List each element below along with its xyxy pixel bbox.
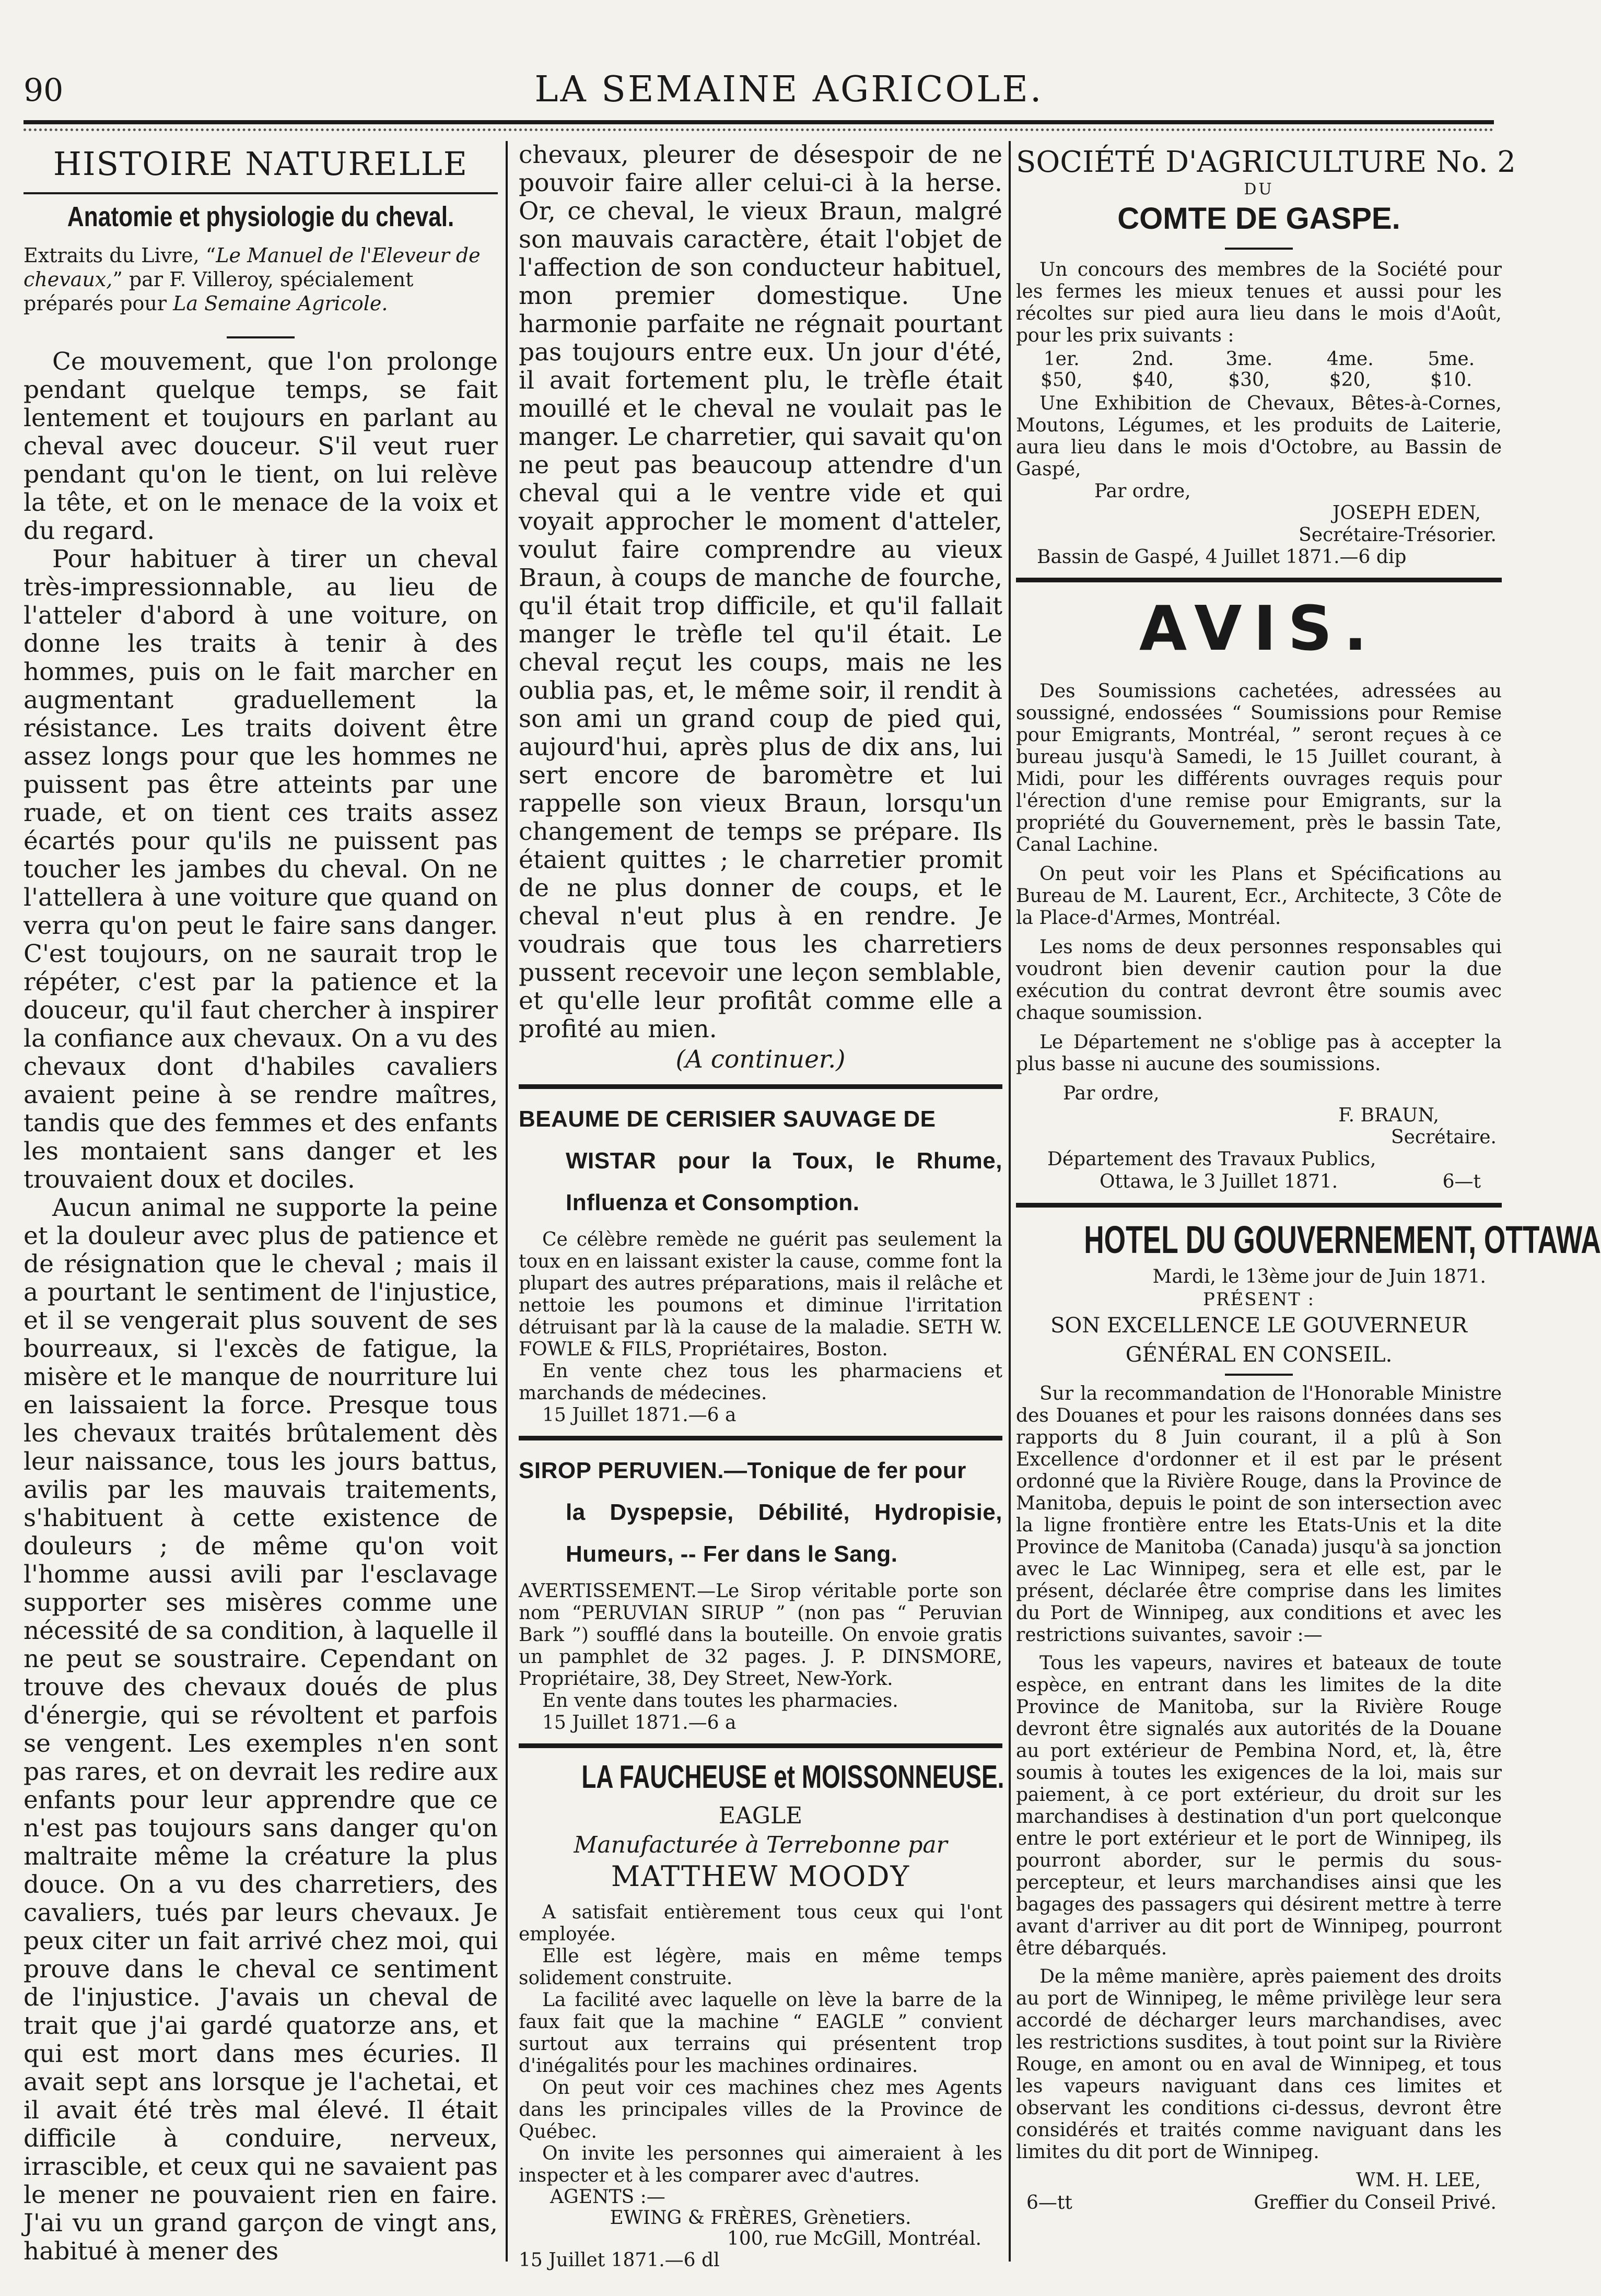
ad-body <box>519 1580 1002 1734</box>
notice-body <box>1016 259 1502 347</box>
avis-footer <box>1016 1170 1502 1193</box>
notice-divider <box>1016 578 1502 582</box>
column-2 <box>519 141 1002 2272</box>
ad-date: 15 Juillet 1871.—6 a <box>542 1712 737 1733</box>
ad-body <box>519 1229 1002 1426</box>
article-title: Anatomie et physiologie du cheval. <box>67 201 454 232</box>
ad-title: LA FAUCHEUSE et MOISSONNEUSE. <box>581 1759 1004 1795</box>
hotel-title: HOTEL DU GOUVERNEMENT, OTTAWA <box>1084 1218 1601 1261</box>
hotel-footer <box>1016 2192 1502 2215</box>
prize-amount: $50, <box>1041 369 1083 391</box>
prize-amount: $10. <box>1430 369 1473 391</box>
hotel-paragraph: Sur la recommandation de l'Honorable Ministre des Douanes et pour les raisons données dans ses rapports du 8 Juin courant, il a plû à Son Excellence d'ordonner et il est par le présent ordonné que la Rivière Rouge, dans la Province de Manitoba, depuis le point de son intersection avec la ligne frontière entre les Etats-Unis et la dite Province de Manitoba (Canada) jusqu'à sa jonction avec le Lac Winnipeg, sera et elle est, par le présent, déclarée être comprise dans les limites du Port de Winnipeg, aux conditions et avec les restrictions suivantes, savoir :— <box>1016 1383 1502 1646</box>
avis-title: AVIS. <box>1139 592 1379 664</box>
notice-order: Par ordre, <box>1094 481 1191 502</box>
column-divider-1 <box>506 141 508 2262</box>
article-body <box>24 348 498 2266</box>
ad-paragraph: On invite les personnes qui aimeraient à les inspecter et à les comparer avec d'autres. <box>519 2143 1002 2186</box>
hotel-paragraph: De la même manière, après paiement des droits au port de Winnipeg, le même privilège leur sera accordé de décharger leurs marchandises, avec les restrictions susdites, à tout point sur la Rivière Rouge, en amont ou en aval de Winnipeg, et tous les vapeurs naviguant dans ces limites et observant les conditions ci-dessus, devront être considérés et traités comme naviguant dans les limites du dit port de Winnipeg. <box>1016 1966 1502 2163</box>
prize-amount: $20, <box>1329 369 1371 391</box>
ad-heading-lead: SIROP PERUVIEN.—Tonique de fer pour <box>519 1458 966 1483</box>
avis-order: Par ordre, <box>1063 1083 1160 1104</box>
notice-paragraph: Une Exhibition de Chevaux, Bêtes-à-Cornes, Moutons, Légumes, et les produits de Laiterie, aura lieu dans le mois d'Octobre, au Bassin de Gaspé, <box>1016 393 1502 480</box>
prize-ranks-row <box>1016 349 1502 370</box>
prize-rank: 1er. <box>1043 348 1080 370</box>
prize-amounts-row <box>1016 370 1502 391</box>
ad-date: 15 Juillet 1871.—6 dl <box>519 2250 720 2271</box>
notice-title: SOCIÉTÉ D'AGRICULTURE No. 2 <box>1016 145 1516 179</box>
ad-paragraph: A satisfait entièrement tous ceux qui l'ont employée. <box>519 1902 1002 1945</box>
intro-rule <box>227 336 295 338</box>
article-continuation <box>519 141 1002 1044</box>
intro-prefix: Extraits du Livre, “ <box>24 244 216 267</box>
prize-rank: 3me. <box>1225 348 1273 370</box>
column-divider-2 <box>1009 141 1011 2262</box>
hotel-date: Mardi, le 13ème jour de Juin 1871. <box>1152 1266 1486 1287</box>
hotel-paragraph: Tous les vapeurs, navires et bateaux de toute espèce, en entrant dans les limites de la dite Province de Manitoba, sur la Rivière Rouge devront être signalés aux autorités de la Douane au port extérieur de Pembina Nord, et, là, être soumis à toutes les exigences de la loi, mais sur paiement, à ce port extérieur, du droit sur les marchandises à destination d'un port quelconque entre le port extérieur et le port de Winnipeg, ils pourront aborder, sur le permis du sous-percepteur, et leurs marchandises ainsi que les bagages des passagers qui désirent mettre à terre avant d'arriver au dit port de Winnipeg, pourront être débarqués. <box>1016 1653 1502 1959</box>
ad-heading <box>519 1450 1002 1575</box>
notice-signer: JOSEPH EDEN, <box>1332 502 1481 524</box>
ad-maker: MATTHEW MOODY <box>611 1860 910 1893</box>
prize-rank: 4me. <box>1326 348 1374 370</box>
ad-divider <box>519 1436 1002 1440</box>
notice-body-2 <box>1016 393 1502 481</box>
notice-societe-agriculture <box>1016 145 1516 568</box>
prize-rank: 2nd. <box>1131 348 1174 370</box>
masthead-dotted-rule <box>24 128 1494 131</box>
avis-signer-title: Secrétaire. <box>1390 1127 1497 1148</box>
ad-heading-lead: BEAUME DE CERISIER SAUVAGE DE <box>519 1106 936 1132</box>
to-be-continued: (A continuer.) <box>675 1045 846 1074</box>
ad-paragraph: Elle est légère, mais en même temps solidement construite. <box>519 1946 1002 1989</box>
avis-body <box>1016 681 1502 1075</box>
ad-divider <box>519 1743 1002 1748</box>
ad-divider <box>519 1084 1002 1089</box>
notice-divider <box>1016 1203 1502 1208</box>
section-rule <box>24 192 498 194</box>
ad-body <box>519 1902 1002 2187</box>
article-intro <box>24 243 498 315</box>
intro-publication: La Semaine Agricole. <box>173 292 388 315</box>
avis-code: 6—t <box>1442 1171 1481 1192</box>
ad-paragraph: On peut voir ces machines chez mes Agents dans les principales villes de la Province de Québec. <box>519 2077 1002 2142</box>
article-paragraph: Ce mouvement, que l'on prolonge pendant quelque temps, se fait lentement et toujours en parlant au cheval avec douceur. S'il veut ruer pendant qu'on le tient, on lui relève la tête, et on le menace de la voix et du regard. <box>24 347 498 545</box>
ad-heading <box>519 1098 1002 1224</box>
ad-paragraph: AVERTISSEMENT.—Le Sirop véritable porte son nom “PERUVIAN SIRUP ” (non pas “ Peruvian Bark ”) soufflé dans la bouteille. On envoie gratis un pamphlet de 32 pages. J. P. DINSMORE, Propriétaire, 38, Dey Street, New-York. <box>519 1580 1002 1690</box>
notice-place-date: Bassin de Gaspé, 4 Juillet 1871.—6 dip <box>1037 546 1407 568</box>
agents-label: AGENTS :— <box>550 2186 665 2208</box>
notice-county: COMTE DE GASPE. <box>1117 202 1400 236</box>
avis-signer: F. BRAUN, <box>1338 1105 1439 1126</box>
avis-place-date: Ottawa, le 3 Juillet 1871. <box>1100 1171 1338 1192</box>
avis-paragraph: Le Département ne s'oblige pas à accepter la plus basse ni aucune des soumissions. <box>1016 1032 1502 1075</box>
prize-rank: 5me. <box>1428 348 1475 370</box>
ad-paragraph: La facilité avec laquelle on lève la barre de la faux fait que la machine “ EAGLE ” convient surtout aux terrains qui présentent trop d'inégalités pour les machines ordinaires. <box>519 1989 1002 2077</box>
ad-date: 15 Juillet 1871.—6 a <box>542 1404 737 1426</box>
ad-beaume-cerisier <box>519 1098 1002 1426</box>
ad-faucheuse <box>519 1758 1002 2271</box>
intro-book-title: Le Manuel de l'Eleveur de chevaux, <box>24 244 481 291</box>
notice-avis <box>1016 592 1502 1193</box>
hotel-body <box>1016 1383 1502 2163</box>
notice-du: DU <box>1244 180 1274 198</box>
prize-table <box>1016 349 1502 391</box>
ad-sirop-peruvien <box>519 1450 1002 1734</box>
ad-heading-cont: WISTAR pour la Toux, le Rhume, Influenza et Consomption. <box>566 1148 1002 1215</box>
notice-hotel-gouvernement <box>1016 1217 1601 2215</box>
section-heading: HISTOIRE NATURELLE <box>53 145 469 183</box>
ad-paragraph: En vente chez tous les pharmaciens et marchands de médecines. <box>519 1361 1002 1404</box>
hotel-present: PRÉSENT : <box>1202 1289 1315 1310</box>
notice-paragraph: Un concours des membres de la Société pour les fermes les mieux tenues et aussi pour les récoltes sur pied aura lieu dans le mois d'Août, pour les prix suivants : <box>1016 259 1502 346</box>
hotel-signer: WM. H. LEE, <box>1356 2170 1481 2191</box>
prize-amount: $40, <box>1131 369 1174 391</box>
article-paragraph: Aucun animal ne supporte la peine et la douleur avec plus de patience et de résignation que le cheval ; mais il a pourtant le sentiment de l'injustice, et il se vengerait plus souvent de ses bourreaux, si l'excès de fatigue, la misère et le manque de nourriture lui en laissaient la force. Presque tous les chevaux traités brûtalement dès leur naissance, tous les jours battus, avilis par les mauvais traitements, s'habituent à cette existence de douleurs ; de même qu'on voit l'homme aussi avili par l'esclavage supporter ses misères comme une nécessité de sa condition, à laquelle il ne peut se soustraire. Cependant on trouve des chevaux doués de plus d'énergie, qui se révoltent et parfois se vengent. Les exemples n'en sont pas rares, et on devrait les redire aux enfants pour leur apprendre que ce n'est pas toujours sans danger qu'on maltraite même la créature la plus douce. On a vu des charretiers, des cavaliers, tués par leurs chevaux. Je peux citer un fait arrivé chez moi, qui prouve dans le cheval ce sentiment de l'injustice. J'avais un cheval de trait que j'ai gardé quatorze ans, et qui est mort dans mes écuries. Il avait sept ans lorsque je l'achetai, et il avait été très mal élevé. Il était difficile à conduire, nerveux, irrascible, et ceux qui ne savaient pas le mener ne pouvaient rien en faire. J'ai vu un grand garçon de vingt ans, habitué à mener des <box>24 1193 498 2266</box>
agents-firm: EWING & FRÈRES, Grènetiers. <box>610 2207 911 2229</box>
notice-rule <box>1225 248 1293 250</box>
hotel-code: 6—tt <box>1026 2192 1072 2213</box>
hotel-rule <box>1225 1374 1293 1376</box>
prize-amount: $30, <box>1228 369 1270 391</box>
avis-department: Département des Travaux Publics, <box>1047 1149 1376 1170</box>
avis-paragraph: Les noms de deux personnes responsables qui voudront bien devenir caution pour la due exécution du contrat devront être soumis avec chaque soumission. <box>1016 936 1502 1024</box>
avis-paragraph: On peut voir les Plans et Spécifications au Bureau de M. Laurent, Ecr., Architecte, 3 Côte de la Place-d'Armes, Montréal. <box>1016 863 1502 929</box>
agents-address: 100, rue McGill, Montréal. <box>727 2228 981 2250</box>
ad-brand: EAGLE <box>718 1802 803 1829</box>
masthead-title: LA SEMAINE AGRICOLE. <box>534 69 1044 110</box>
avis-paragraph: Des Soumissions cachetées, adressées au soussigné, endossées “ Soumissions pour Remise pour Emigrants, Montréal, ” seront reçues à ce bureau jusqu'à Samedi, le 15 Juillet courant, à Midi, pour les différents ouvrages requis pour l'érection d'une remise pour Emigrants, sur la propriété du Gouvernement, près le bassin Tate, Canal Lachine. <box>1016 681 1502 856</box>
continuation-paragraph: chevaux, pleurer de désespoir de ne pouvoir faire aller celui-ci à la herse. Or, ce cheval, le vieux Braun, malgré son mauvais caractère, était l'objet de l'affection de son conducteur habituel, mon premier domestique. Une harmonie parfaite ne régnait pourtant pas toujours entre eux. Un jour d'été, il avait fortement plu, le trèfle était mouillé et le cheval ne voulait pas le manger. Le charretier, qui savait qu'on ne peut pas beaucoup attendre d'un cheval qui a le ventre vide et qui voyait approcher le moment d'atteler, voulut faire comprendre au vieux Braun, à coups de manche de fourche, qu'il était trop difficile, et qu'il fallait manger le trèfle tel qu'il était. Le cheval reçut les coups, mais ne les oublia pas, et, le même soir, il rendit à son ami un grand coup de pied qui, aujourd'hui, après plus de dix ans, lui sert encore de baromètre et lui rappelle son vieux Braun, lorsqu'un changement de temps se prépare. Ils étaient quittes ; le charretier promit de ne plus donner de coups, et le cheval n'eut plus à en rendre. Je voudrais que tous les charretiers pussent recevoir une leçon semblable, et qu'elle leur profitât comme elle a profité au mien. <box>519 140 1002 1044</box>
ad-manufactured: Manufacturée à Terrebonne par <box>574 1832 948 1858</box>
ad-paragraph: Ce célèbre remède ne guérit pas seulement la toux en en laissant exister la cause, comme font la plupart des autres préparations, mais il relâche et nettoie les poumons et diminue l'irritation détruisant par là la cause de la maladie. SETH W. FOWLE & FILS, Propriétaires, Boston. <box>519 1229 1002 1360</box>
column-1 <box>24 141 498 2272</box>
intro-middle: ” par F. Villeroy, spécialement préparés pour <box>24 268 414 315</box>
ad-paragraph: En vente dans toutes les pharmacies. <box>542 1690 898 1712</box>
article-paragraph: Pour habituer à tirer un cheval très-impressionnable, au lieu de l'atteler d'abord à une voiture, on donne les traits à tenir à des hommes, puis on le fait marcher en augmentant graduellement la résistance. Les traits doivent être assez longs pour que les hommes ne puissent pas être atteints par une ruade, et on tient ces traits assez écartés pour qu'ils ne puissent pas toucher les jambes du cheval. On ne l'attellera à une voiture que quand on verra qu'on peut le faire sans danger. C'est toujours, on ne saurait trop le répéter, c'est par la patience et la douceur, qu'il faut chercher à inspirer la confiance aux chevaux. On a vu des chevaux dont d'habiles cavaliers avaient peine à se rendre maîtres, tandis que des femmes et des enfants les montaient sans danger et les trouvaient doux et dociles. <box>24 545 498 1194</box>
ad-heading-cont: la Dyspepsie, Débilité, Hydropisie, Humeurs, -- Fer dans le Sang. <box>566 1500 1002 1567</box>
masthead-rule <box>24 120 1494 124</box>
column-3 <box>1016 141 1601 2272</box>
notice-signer-title: Secrétaire-Trésorier. <box>1299 524 1497 546</box>
page-number: 90 <box>24 72 64 109</box>
hotel-signer-title: Greffier du Conseil Privé. <box>1254 2192 1497 2213</box>
hotel-excellency: SON EXCELLENCE LE GOUVERNEUR GÉNÉRAL EN CONSEIL. <box>1050 1314 1467 1367</box>
